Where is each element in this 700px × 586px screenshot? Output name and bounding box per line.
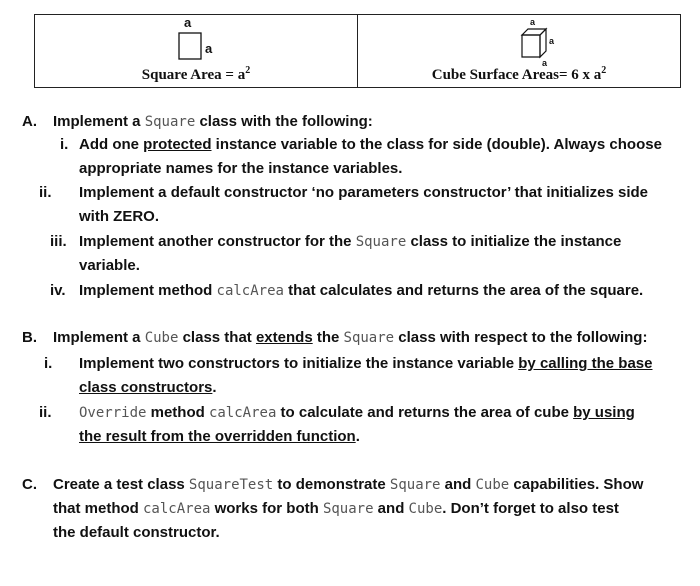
b-ii-marker: ii. <box>39 404 52 421</box>
a-i-line2: appropriate names for the instance variables. <box>79 160 403 177</box>
a-i-marker: i. <box>60 136 69 153</box>
section-a-intro: Implement a Square class with the following: <box>53 113 373 130</box>
square-dim-side: a <box>205 41 213 56</box>
a-ii-marker: ii. <box>39 184 52 201</box>
cube-area-formula: Cube Surface Areas= 6 x $a^2$ <box>431 65 607 83</box>
section-c-line3: the default constructor. <box>53 524 220 541</box>
section-c-marker: C. <box>22 476 37 493</box>
section-c-line1: Create a test class SquareTest to demonstrate Square and Cube capabilities. Show <box>53 476 644 493</box>
b-i-marker: i. <box>44 355 53 372</box>
cube-dim-side: a <box>549 36 555 46</box>
b-ii-line2: the result from the overridden function. <box>79 428 360 445</box>
a-ii-line1: Implement a default constructor ‘no parameters constructor’ that initializes side <box>79 184 649 201</box>
square-dim-top: a <box>184 15 192 30</box>
a-iii-line2: variable. <box>79 257 140 274</box>
a-iv-marker: iv. <box>50 282 66 299</box>
square-area-formula: Square Area = $a^2$ <box>141 65 251 83</box>
b-i-line2: class constructors. <box>79 379 217 396</box>
b-i-line1: Implement two constructors to initialize the instance variable by calling the base <box>79 355 653 372</box>
section-b-marker: B. <box>22 329 37 346</box>
a-ii-line2: with ZERO. <box>79 208 159 225</box>
section-c-line2: that method calcArea works for both Square and Cube. Don’t forget to also test <box>53 500 619 517</box>
cube-dim-bottom: a <box>542 58 548 68</box>
a-iii-line1: Implement another constructor for the Square class to initialize the instance <box>79 233 622 250</box>
section-b-intro: Implement a Cube class that extends the Square class with respect to the following: <box>53 329 648 346</box>
b-ii-line1: Override method calcArea to calculate and returns the area of cube by using <box>79 404 635 421</box>
a-iii-marker: iii. <box>50 233 67 250</box>
a-i-line1: Add one protected instance variable to the class for side (double). Always choose <box>79 136 662 153</box>
a-iv-line1: Implement method calcArea that calculates and returns the area of the square. <box>79 282 644 299</box>
section-a-marker: A. <box>22 113 37 130</box>
cube-dim-top: a <box>530 17 536 27</box>
